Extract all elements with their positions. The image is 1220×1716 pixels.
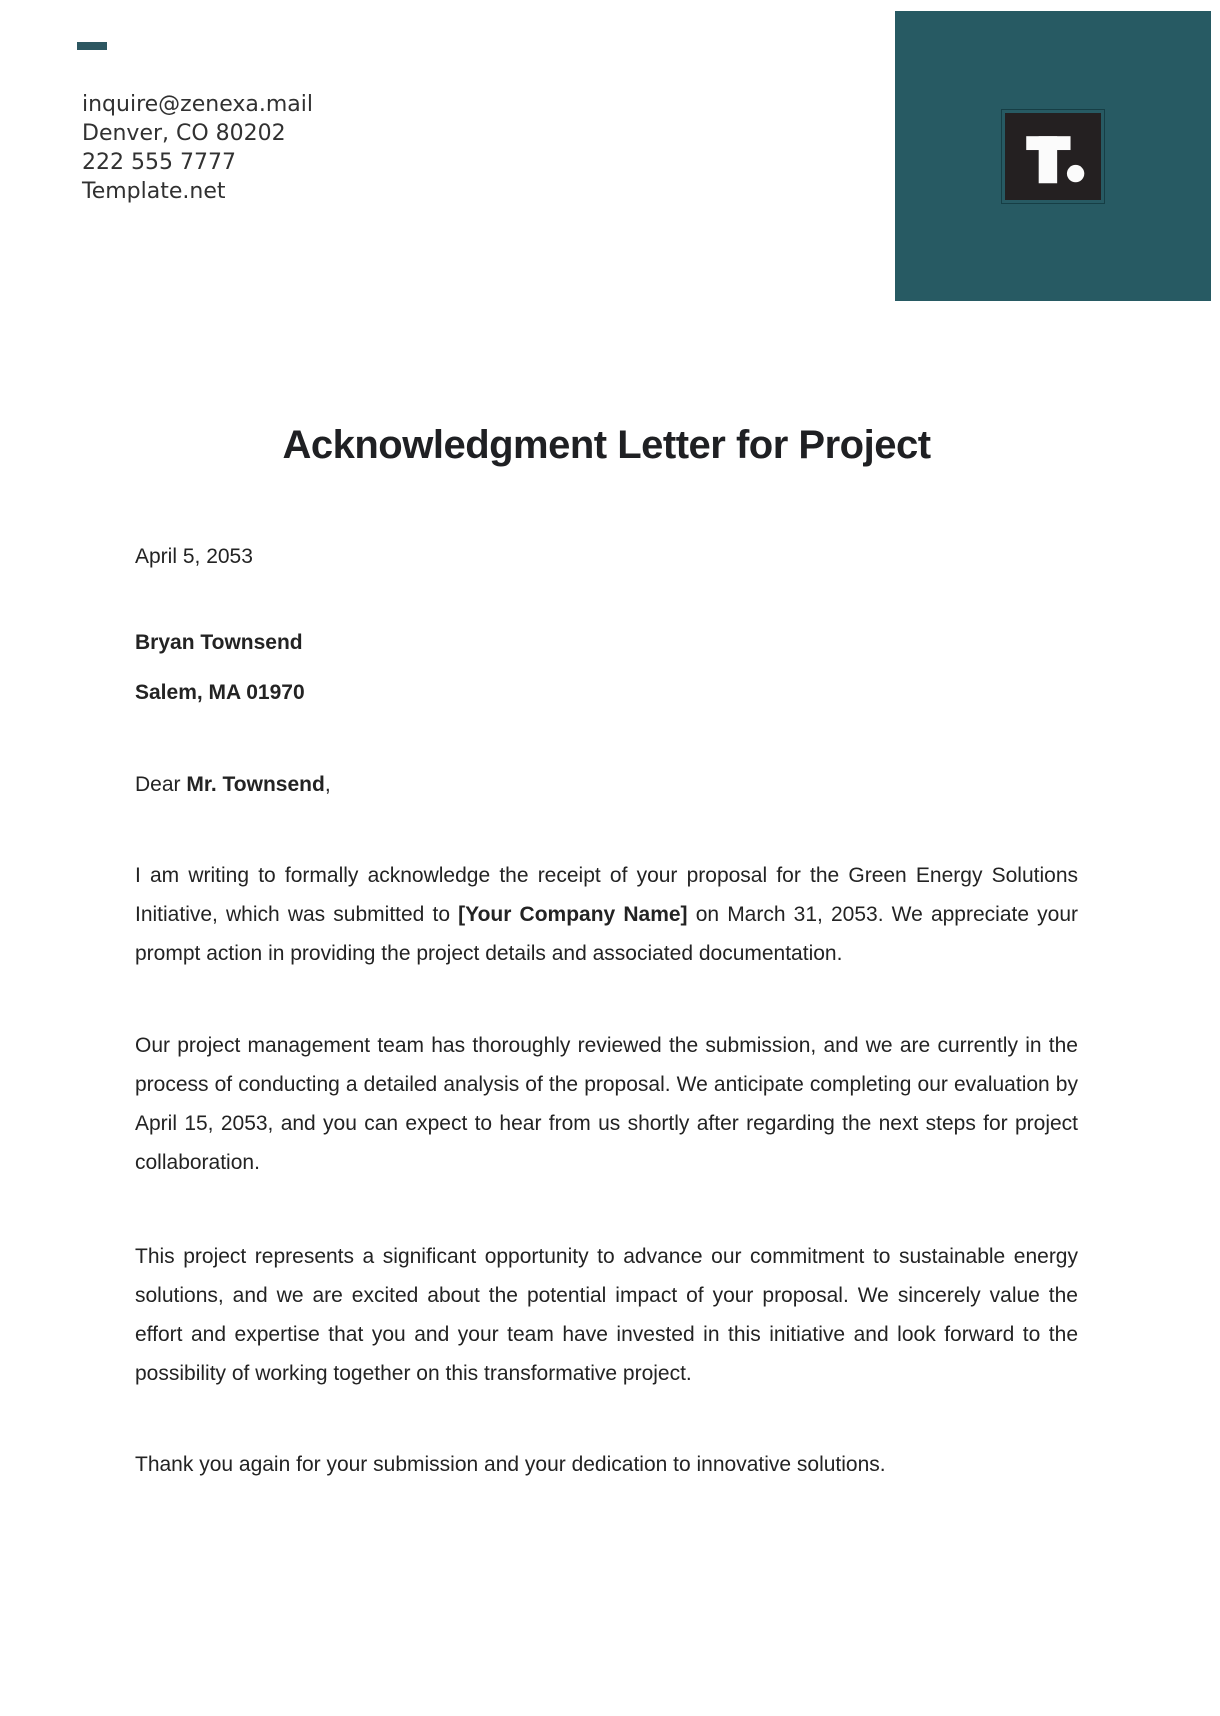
sender-address: Denver, CO 80202 [82, 121, 286, 146]
brand-color-block [895, 11, 1211, 301]
sender-website: Template.net [82, 179, 226, 204]
recipient-name: Bryan Townsend [135, 631, 303, 654]
sender-email: inquire@zenexa.mail [82, 92, 313, 117]
template-logo-square [1005, 113, 1101, 200]
salutation-name: Mr. Townsend [186, 773, 325, 796]
salutation-prefix: Dear [135, 773, 187, 796]
salutation-line [135, 765, 1078, 804]
sender-phone: 222 555 7777 [82, 150, 236, 175]
body-paragraph-3: This project represents a significant opportunity to advance our commitment to sustainable energy solutions, and we are excited about the potential impact of your proposal. We sincerely value the effort and expertise that you and your team have invested in this initiative and look forward to the possibility of working together on this transformative project. [135, 1245, 1078, 1385]
closing-line: Thank you again for your submission and your dedication to innovative solutions. [135, 1453, 886, 1476]
company-name-placeholder: [Your Company Name] [458, 903, 688, 926]
body-paragraph-1 [135, 856, 1078, 973]
letter-date: April 5, 2053 [135, 545, 253, 568]
letter-title: Acknowledgment Letter for Project [282, 423, 931, 467]
template-t-icon [1005, 113, 1101, 200]
header-dash [77, 42, 107, 50]
template-logo [1001, 109, 1105, 204]
sender-contact-block [82, 90, 313, 206]
letter-content [135, 421, 1078, 1484]
paragraph-1-text-before: I am writing to formally acknowledge the receipt of your proposal for the Green Energy Solutions Initiative, which was submitted to [135, 864, 1078, 926]
body-paragraph-2: Our project management team has thoroughly reviewed the submission, and we are currently in the process of conducting a detailed analysis of the proposal. We anticipate completing our evaluation by April 15, 2053, and you can expect to hear from us shortly after regarding the next steps for project collaboration. [135, 1034, 1078, 1174]
paragraph-1-text-after: on March 31, 2053. We appreciate your prompt action in providing the project details and associated documentation. [135, 903, 1078, 965]
salutation-suffix: , [324, 773, 331, 796]
recipient-location: Salem, MA 01970 [135, 681, 305, 704]
